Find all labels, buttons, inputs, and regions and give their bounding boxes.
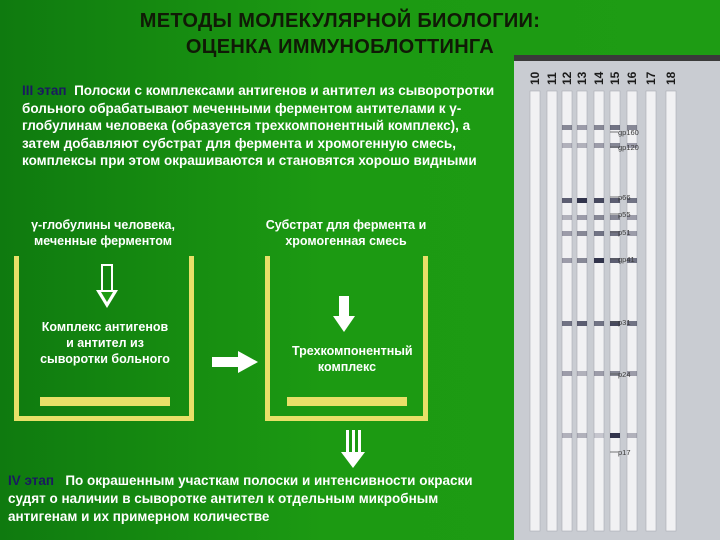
strip-number: 11 [545,72,559,85]
blot-band [594,258,604,263]
stage-4-paragraph [8,472,508,526]
blot-strip [666,91,676,531]
blot-band [562,258,572,263]
blot-band [562,371,572,376]
blot-band [562,143,572,148]
band-label: gp120 [618,143,639,152]
blot-band [577,371,587,376]
stage-3-label: III этап [22,83,67,98]
blot-strip [577,91,587,531]
stage-4-text: По окрашенным участкам полоски и интенсивности окраски судят о наличии в сыворотке антител к отдельным микробным антигенам и их примерном количестве [8,473,473,524]
blot-band [594,215,604,220]
band-label: p24 [618,370,631,379]
strip-number: 17 [644,71,658,85]
blot-strip [594,91,604,531]
blot-band [577,215,587,220]
vessel-1-strip-layer [40,397,170,406]
strip-number: 12 [560,71,574,85]
blot-band [562,198,572,203]
slide-title [0,8,680,60]
immunoblot-strips [514,55,720,540]
blot-band [577,433,587,438]
blot-band [594,198,604,203]
blot-strip [530,91,540,531]
strip-number: 16 [625,71,639,85]
band-label: p17 [618,448,631,457]
blot-band [577,321,587,326]
striped-down-arrow-icon [340,430,366,470]
blot-band [562,215,572,220]
right-arrow-icon [212,351,258,373]
blot-band [577,258,587,263]
blot-band [594,321,604,326]
strip-number: 13 [575,71,589,85]
strip-number: 15 [608,71,622,85]
blot-band [577,198,587,203]
immunoblot-photo [514,55,720,540]
band-label: gp41 [618,255,635,264]
blot-strip [646,91,656,531]
reagent-2-label: Субстрат для фермента и хромогенная смесь [265,218,427,248]
title-line-1: МЕТОДЫ МОЛЕКУЛЯРНОЙ БИОЛОГИИ: [139,10,541,32]
blot-top-edge [514,55,720,61]
vessel-2-content-label: Трехкомпонентный комплекс [292,344,413,374]
strip-number: 14 [592,71,606,85]
band-label: gp160 [618,128,639,137]
vessel-2-strip-layer [287,397,407,406]
stage-3-paragraph [22,82,504,170]
blot-band [610,433,620,438]
blot-band [594,433,604,438]
blot-strip [547,91,557,531]
blot-band [562,125,572,130]
blot-band [594,231,604,236]
strip-number: 18 [664,71,678,85]
blot-strip [562,91,572,531]
blot-band [562,433,572,438]
blot-band [577,231,587,236]
blot-band [627,433,637,438]
blot-band [562,321,572,326]
band-label: p55 [618,210,631,219]
reagent-1-label: γ-глобулины человека, меченные ферментом [31,218,175,248]
strip-number: 10 [528,71,542,85]
blot-band [577,125,587,130]
vessel-1-content-label: Комплекс антигенов и антител из сыворотки больного [40,320,170,366]
blot-strip [627,91,637,531]
stage-4-label: IV этап [8,473,55,488]
band-label: p31 [618,318,631,327]
blot-strip [610,91,620,531]
band-label: p51 [618,228,631,237]
blot-band [562,231,572,236]
stage-3-text: Полоски с комплексами антигенов и антител из сыворотротки больного обрабатывают меченными ферментом антителами к γ-глобулинам человека (образуется трехкомпонентный комплекс), а затем добавляют субстрат для фермента и хромогенную смесь, комплексы при этом окрашиваются и становятся хорошо видными [22,83,495,169]
blot-band [594,125,604,130]
blot-band [594,371,604,376]
band-label: p66 [618,193,631,202]
title-line-2: ОЦЕНКА ИММУНОБЛОТТИНГА [185,36,495,58]
blot-band [577,143,587,148]
blot-band [594,143,604,148]
